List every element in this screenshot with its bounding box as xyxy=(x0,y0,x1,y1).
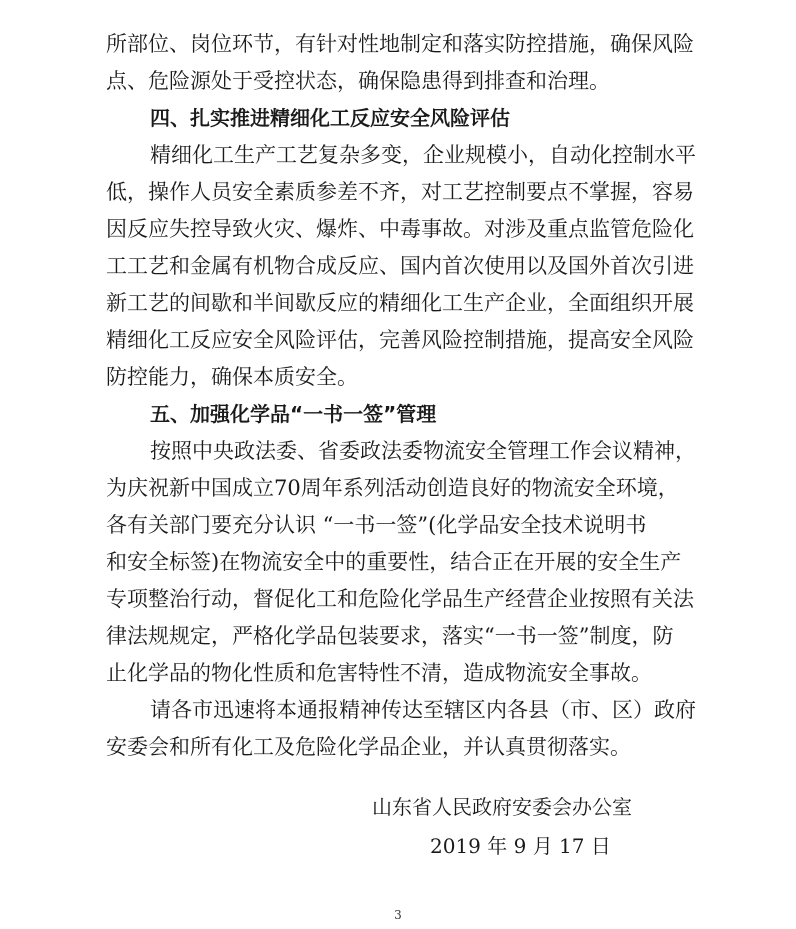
body-line: 所部位、岗位环节，有针对性地制定和落实防控措施，确保风险 xyxy=(106,32,694,56)
body-line: 点、危险源处于受控状态，确保隐患得到排查和治理。 xyxy=(106,69,610,93)
body-line: 精细化工生产工艺复杂多变，企业规模小，自动化控制水平 xyxy=(150,143,696,167)
body-line: 精细化工反应安全风险评估，完善风险控制措施，提高安全风险 xyxy=(106,328,694,352)
body-line: 和安全标签)在物流安全中的重要性，结合正在开展的安全生产 xyxy=(106,550,682,574)
body-line: 律法规规定，严格化学品包装要求，落实“一书一签”制度，防 xyxy=(106,624,674,648)
body-line: 防控能力，确保本质安全。 xyxy=(106,365,358,389)
body-line: 新工艺的间歇和半间歇反应的精细化工生产企业，全面组织开展 xyxy=(106,291,694,315)
body-line: 专项整治行动，督促化工和危险化学品生产经营企业按照有关法 xyxy=(106,587,694,611)
body-line: 各有关部门要充分认识 “一书一签”(化学品安全技术说明书 xyxy=(106,513,647,537)
signature-org: 山东省人民政府安委会办公室 xyxy=(372,795,632,819)
body-line: 请各市迅速将本通报精神传达至辖区内各县（市、区）政府 xyxy=(150,698,696,722)
body-line: 工工艺和金属有机物合成反应、国内首次使用以及国外首次引进 xyxy=(106,254,694,278)
section-heading-5: 五、加强化学品“一书一签”管理 xyxy=(150,402,437,426)
body-line: 止化学品的物化性质和危害特性不清，造成物流安全事故。 xyxy=(106,661,652,685)
body-line: 因反应失控导致火灾、爆炸、中毒事故。对涉及重点监管危险化 xyxy=(106,217,694,241)
body-line: 为庆祝新中国成立70周年系列活动创造良好的物流安全环境， xyxy=(106,476,679,500)
signature-date: 2019 年 9 月 17 日 xyxy=(430,834,611,858)
body-line: 按照中央政法委、省委政法委物流安全管理工作会议精神， xyxy=(150,439,696,463)
page-number: 3 xyxy=(394,908,402,922)
body-line: 安委会和所有化工及危险化学品企业，并认真贯彻落实。 xyxy=(106,735,631,759)
section-heading-4: 四、扎实推进精细化工反应安全风险评估 xyxy=(150,106,510,130)
body-line: 低，操作人员安全素质参差不齐，对工艺控制要点不掌握，容易 xyxy=(106,180,694,204)
